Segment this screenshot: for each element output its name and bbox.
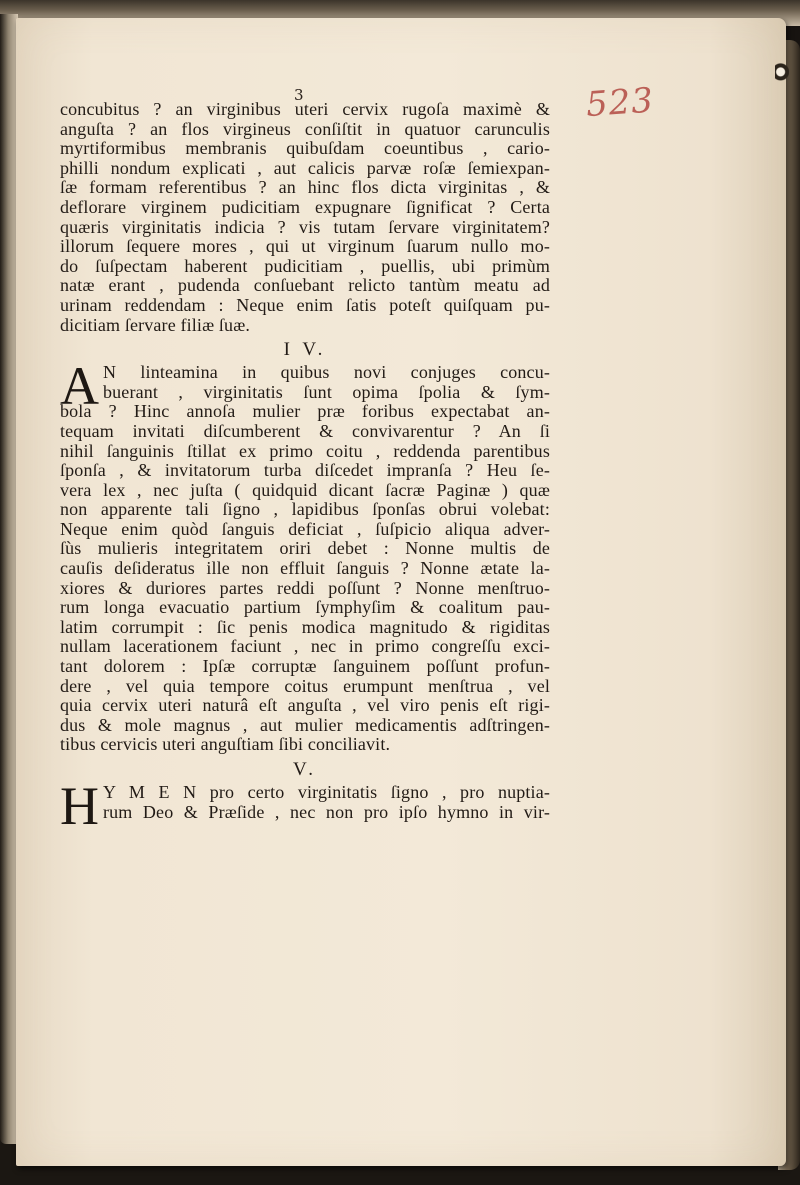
text-line: buerant , virginitatis ſunt opima ſpolia & ſym-: [103, 382, 550, 402]
text-line: do ſuſpectam haberent pudicitiam , puellis, ubi primùm: [60, 256, 550, 276]
text-line: ſùs mulieris integritatem oriri debet : Nonne multis de: [60, 539, 550, 559]
text-line: Y M E N pro certo virginitatis ſigno , pro nuptia-: [103, 783, 550, 802]
text-line: N linteamina in quibus novi conjuges concu-: [103, 363, 550, 383]
drop-cap-a: A: [60, 356, 100, 417]
text-line: tequam invitati diſcumberent & convivarentur ? An ſi: [60, 421, 550, 441]
text-line: ſæ formam referentibus ? an hinc flos dicta virginitas , &: [60, 178, 550, 198]
section-heading-iv: I V.: [283, 339, 327, 361]
section-heading-v: V.: [292, 759, 318, 780]
text-line: quæris virginitatis indicia ? vis tutam ſervare virginitatem?: [60, 217, 550, 237]
text-line: nihil ſanguinis ſtillat ex primo coitu , reddenda parentibus: [60, 441, 550, 461]
text-line: cauſis deſideratus ille non effluit ſanguis ? Nonne ætate la-: [60, 559, 550, 579]
text-line: illorum ſequere mores , qui ut virginum ſuarum nullo mo-: [60, 237, 550, 257]
text-line: dere , vel quia tempore coitus erumpunt menſtrua , vel: [60, 676, 550, 696]
page-clip-icon: [775, 62, 789, 84]
text-line: urinam reddendam : Neque enim ſatis poteſt quiſquam pu-: [60, 295, 550, 315]
text-line: deflorare virginem pudicitiam expugnare ſignificat ? Certa: [60, 197, 550, 217]
text-line: concubitus ? an virginibus uteri cervix rugoſa maximè &: [60, 100, 550, 119]
body-text: [60, 100, 550, 890]
text-line: nullam lacerationem faciunt , nec in primo congreſſu exci-: [60, 637, 550, 657]
text-line: xiores & duriores partes reddi poſſunt ? Nonne menſtruo-: [60, 578, 550, 598]
text-line: tibus cervicis uteri anguſtiam ſibi conciliavit.: [60, 735, 391, 755]
signature-mark: 3: [294, 86, 304, 104]
text-line: tant dolorem : Ipſæ corruptæ ſanguinem poſſunt profun-: [60, 657, 550, 677]
text-line: myrtiformibus membranis quibuſdam coeuntibus , cario-: [60, 139, 550, 159]
text-line: quia cervix uteri naturâ eſt anguſta , vel viro penis eſt rigi-: [60, 696, 550, 716]
folio-number: 523: [584, 80, 656, 126]
text-line: rum longa evacuatio partium ſymphyſim & coalitum pau-: [60, 598, 550, 618]
drop-cap-h: H: [60, 776, 100, 836]
text-line: ſponſa , & invitatorum turba diſcedet impranſa ? Heu ſe-: [60, 461, 550, 481]
text-line: dicitiam ſervare filiæ ſuæ.: [60, 315, 251, 335]
section-5: [60, 356, 550, 755]
text-line: vera lex , nec juſta ( quidquid dicant ſacræ Paginæ ) quæ: [60, 480, 550, 500]
text-line: Neque enim quòd ſanguis deficiat , ſuſpicio aliqua adver-: [60, 519, 550, 539]
section-6: [60, 776, 550, 836]
text-line: dus & mole magnus , aut mulier medicamentis adſtringen-: [60, 715, 550, 735]
text-line: non apparente tali ſigno , lapidibus ſponſas obrui volebat:: [60, 500, 550, 520]
text-line: rum Deo & Præſide , nec non pro ipſo hymno in vir-: [103, 802, 550, 822]
text-line: natæ erant , pudenda conſuebant relicto tantùm meatu ad: [60, 276, 550, 296]
text-line: philli nondum explicati , aut calicis parvæ roſæ ſemiexpan-: [60, 158, 550, 178]
text-line: anguſta ? an flos virgineus conſiſtit in quatuor carunculis: [60, 119, 550, 139]
section-4-continuation: [60, 100, 550, 335]
text-line: bola ? Hinc annoſa mulier præ foribus expectabat an-: [60, 402, 550, 422]
text-line: latim corrumpit : ſic penis modica magnitudo & rigiditas: [60, 617, 550, 637]
